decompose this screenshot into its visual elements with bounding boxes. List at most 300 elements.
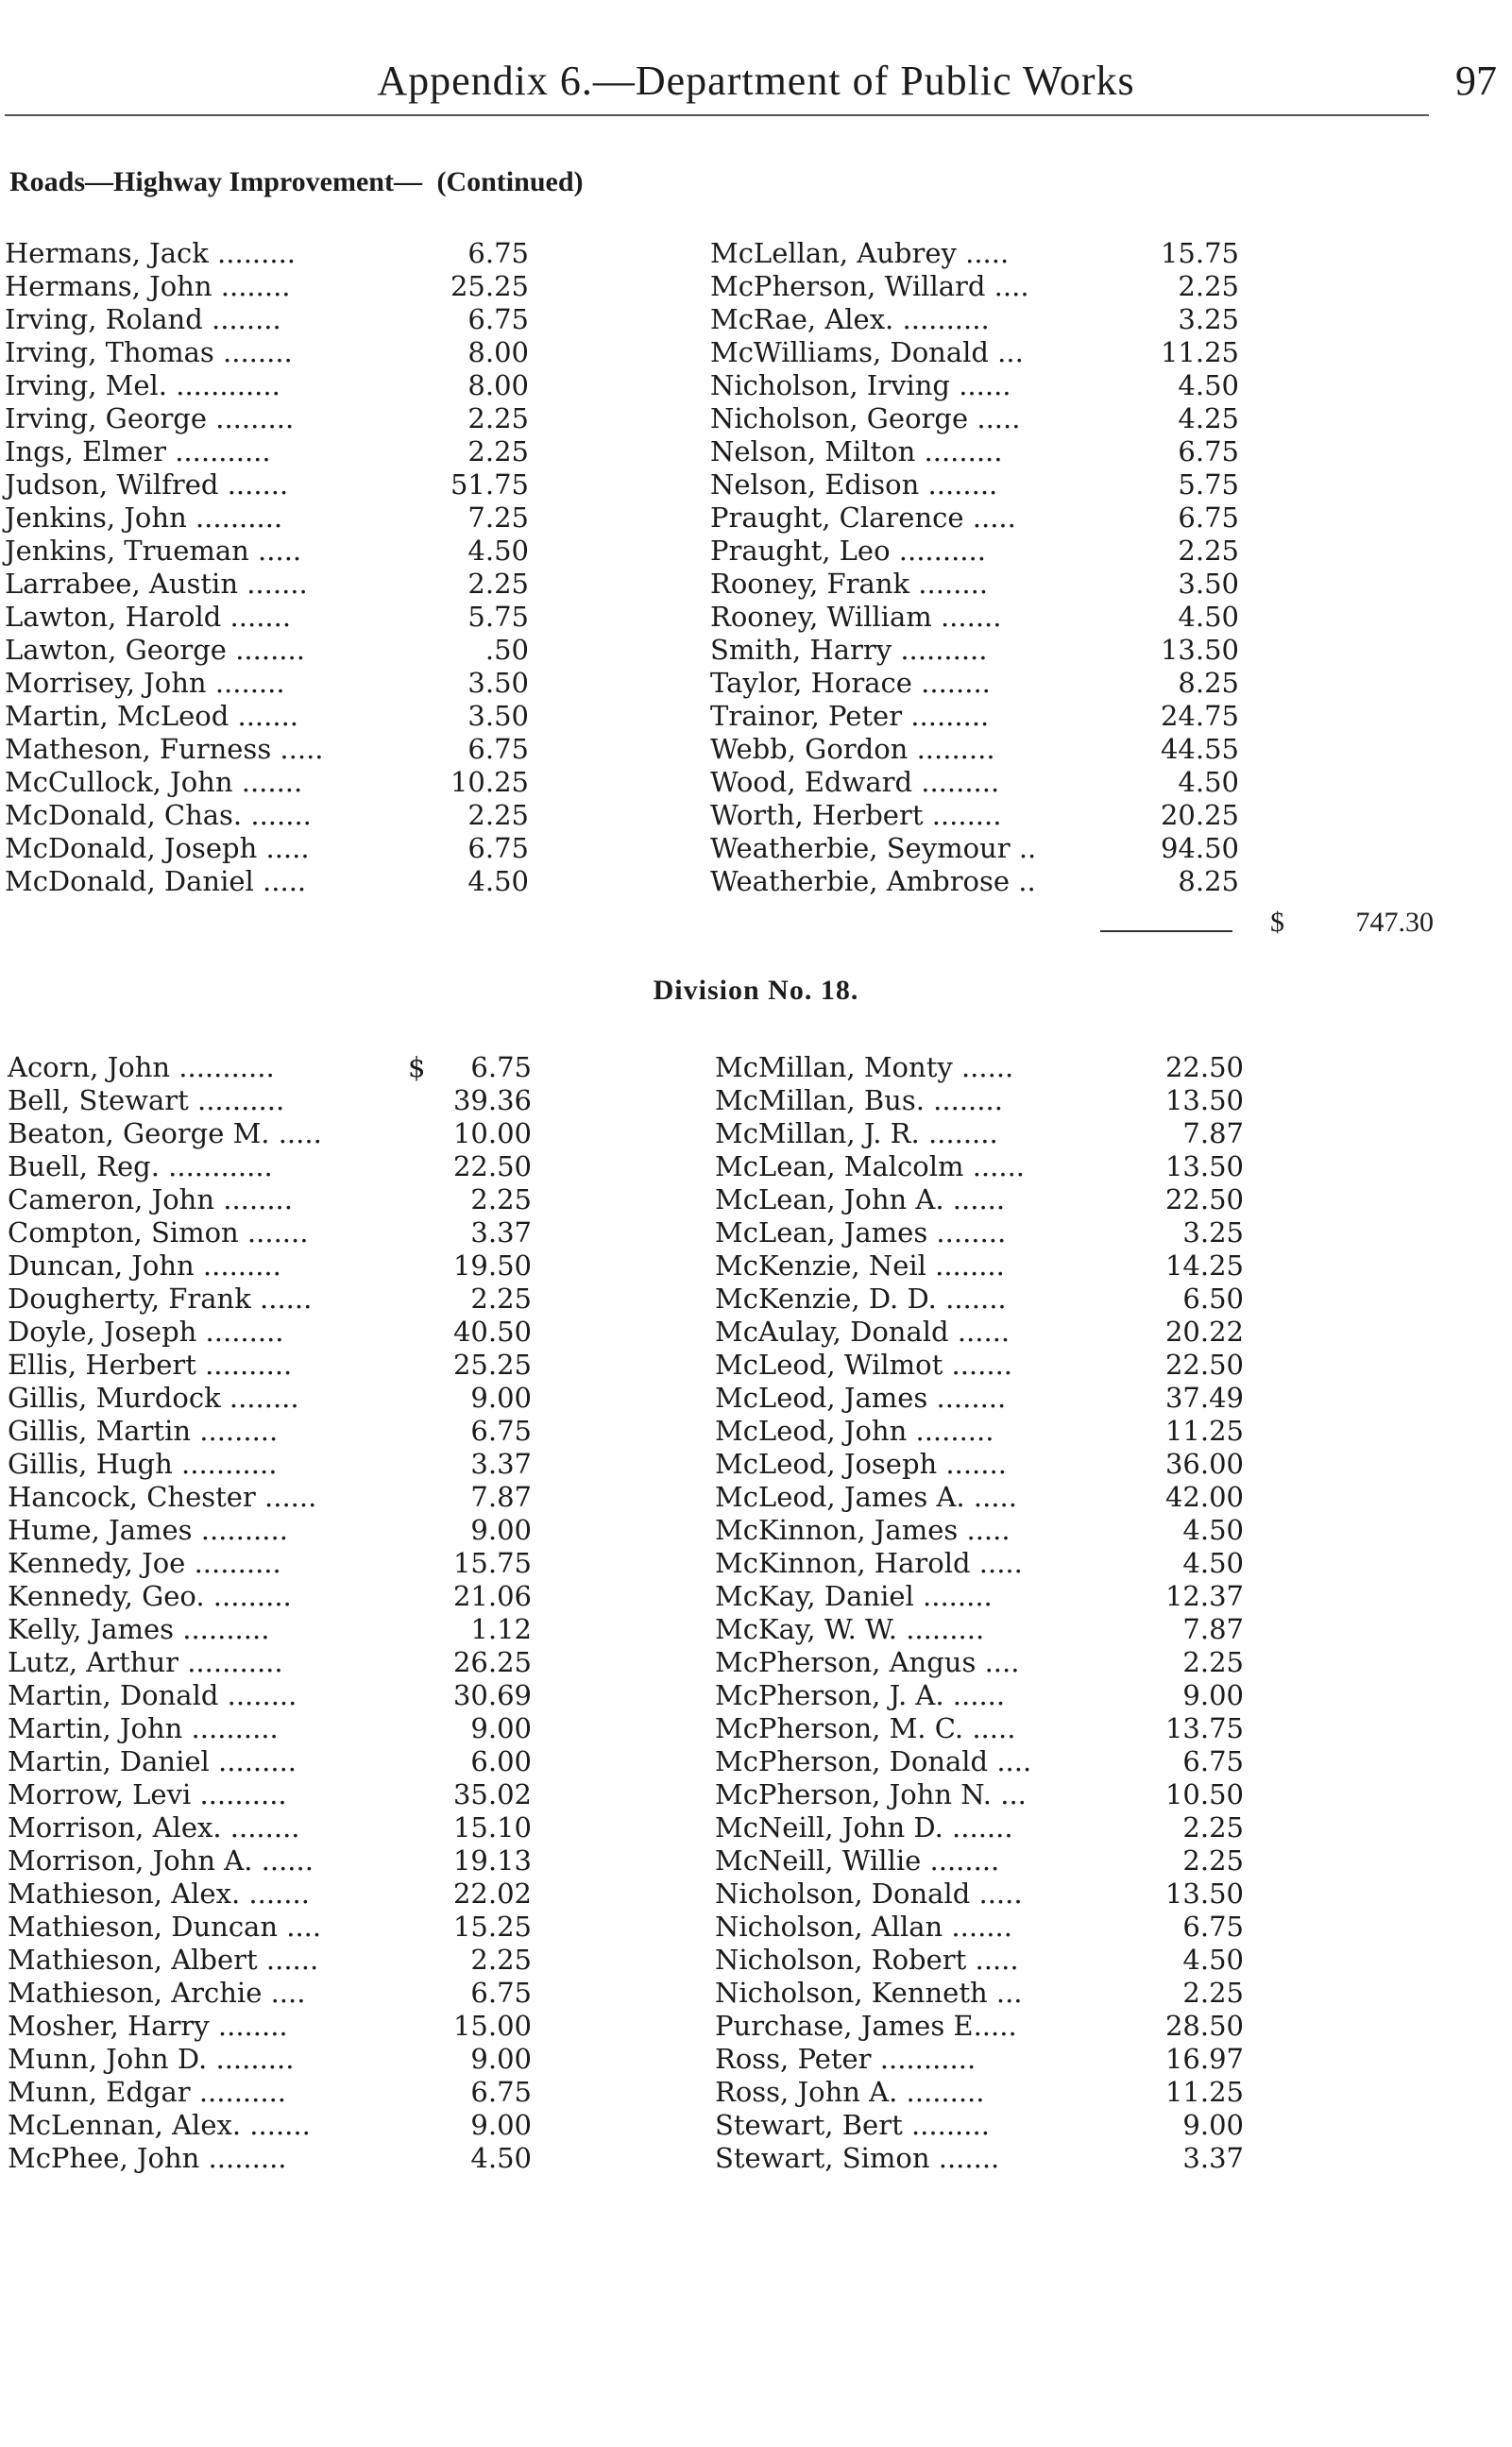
entry-amount: 7.87 bbox=[470, 1481, 532, 1513]
list-item bbox=[8, 1613, 536, 1646]
entry-name: Morrison, Alex. ........ bbox=[8, 1811, 300, 1844]
list-item bbox=[8, 1249, 536, 1283]
entry-amount: 6.75 bbox=[470, 1415, 532, 1447]
entry-name: Ross, Peter ........... bbox=[715, 2043, 977, 2075]
entry-amount: 8.25 bbox=[1178, 865, 1239, 897]
entry-amount: 4.25 bbox=[1178, 402, 1239, 434]
list-item bbox=[710, 303, 1239, 336]
entry-name: Weatherbie, Seymour .. bbox=[710, 832, 1037, 864]
list-item bbox=[715, 1514, 1244, 1547]
entry-name: McPherson, John N. ... bbox=[715, 1778, 1027, 1810]
entry-amount: 6.75 bbox=[1178, 501, 1239, 534]
entry-amount: 6.75 bbox=[470, 1051, 532, 1083]
entry-name: McLean, James ........ bbox=[715, 1216, 1007, 1249]
list-item bbox=[8, 1117, 536, 1150]
section1-left-column bbox=[5, 237, 534, 898]
entry-amount: 15.00 bbox=[452, 2010, 532, 2042]
entry-name: McLennan, Alex. ....... bbox=[8, 2109, 311, 2141]
list-item bbox=[715, 1745, 1244, 1778]
entry-name: Larrabee, Austin ....... bbox=[5, 568, 308, 600]
section-continued: (Continued) bbox=[436, 166, 584, 197]
list-item bbox=[710, 766, 1239, 799]
list-item bbox=[5, 501, 534, 535]
entry-amount: 6.75 bbox=[467, 733, 529, 765]
entry-name: Smith, Harry .......... bbox=[710, 634, 988, 666]
entry-name: McLeod, Wilmot ....... bbox=[715, 1349, 1013, 1381]
list-item bbox=[715, 1646, 1244, 1679]
entry-name: Compton, Simon ....... bbox=[8, 1216, 309, 1249]
entry-name: Hermans, Jack ......... bbox=[5, 237, 297, 269]
entry-amount: 6.75 bbox=[467, 237, 529, 269]
entry-amount: 9.00 bbox=[470, 1514, 532, 1546]
list-item bbox=[715, 1249, 1244, 1283]
entry-name: McWilliams, Donald ... bbox=[710, 336, 1024, 368]
entry-name: Cameron, John ........ bbox=[8, 1183, 293, 1215]
entry-amount: 6.75 bbox=[470, 2076, 532, 2108]
list-item bbox=[710, 667, 1239, 700]
entry-name: Nicholson, Donald ..... bbox=[715, 1878, 1023, 1910]
list-item bbox=[715, 2043, 1244, 2076]
entry-name: Dougherty, Frank ...... bbox=[8, 1283, 313, 1315]
entry-amount: 15.10 bbox=[452, 1811, 532, 1844]
entry-name: Martin, Donald ........ bbox=[8, 1679, 297, 1711]
list-item bbox=[8, 1382, 536, 1415]
entry-amount: 21.06 bbox=[452, 1580, 532, 1612]
entry-name: McAulay, Donald ...... bbox=[715, 1316, 1011, 1348]
list-item bbox=[8, 1745, 536, 1778]
list-item bbox=[8, 1878, 536, 1911]
entry-amount: 6.75 bbox=[1182, 1911, 1244, 1943]
entry-name: Martin, Daniel ......... bbox=[8, 1745, 297, 1777]
entry-name: McDonald, Chas. ....... bbox=[5, 799, 312, 831]
list-item bbox=[710, 832, 1239, 865]
entry-amount: 7.87 bbox=[1182, 1117, 1244, 1149]
entry-name: Irving, Mel. ............ bbox=[5, 369, 280, 401]
entry-name: Duncan, John ......... bbox=[8, 1249, 281, 1282]
list-item bbox=[715, 2010, 1244, 2043]
list-item bbox=[5, 634, 534, 667]
entry-amount: 15.75 bbox=[1160, 237, 1239, 269]
total-rule bbox=[1100, 930, 1232, 932]
entry-name: Mathieson, Duncan .... bbox=[8, 1911, 322, 1943]
entry-name: Morrison, John A. ...... bbox=[8, 1844, 314, 1877]
entry-name: Acorn, John ........... bbox=[8, 1051, 275, 1083]
entry-name: Morrow, Levi .......... bbox=[8, 1778, 287, 1810]
entry-amount: 22.50 bbox=[452, 1150, 532, 1182]
entry-amount: 9.00 bbox=[470, 2043, 532, 2075]
entry-amount: 40.50 bbox=[452, 1316, 532, 1348]
entry-name: McPherson, M. C. ..... bbox=[715, 1712, 1016, 1744]
entry-amount: 11.25 bbox=[1164, 1415, 1244, 1447]
entry-name: Worth, Herbert ........ bbox=[710, 799, 1002, 831]
entry-amount: 6.75 bbox=[1178, 435, 1239, 467]
list-item bbox=[8, 1514, 536, 1547]
entry-amount: 13.50 bbox=[1164, 1150, 1244, 1182]
entry-name: McKenzie, Neil ........ bbox=[715, 1249, 1005, 1282]
entry-amount: 4.50 bbox=[467, 535, 529, 567]
entry-amount: 2.25 bbox=[470, 1283, 532, 1315]
entry-name: Weatherbie, Ambrose .. bbox=[710, 865, 1036, 897]
list-item bbox=[715, 1382, 1244, 1415]
entry-name: Gillis, Murdock ........ bbox=[8, 1382, 299, 1414]
list-item bbox=[8, 2010, 536, 2043]
list-item bbox=[8, 1183, 536, 1216]
entry-amount: 3.50 bbox=[467, 667, 529, 699]
list-item bbox=[8, 1051, 536, 1084]
list-item bbox=[715, 1580, 1244, 1613]
entry-amount: 5.75 bbox=[467, 601, 529, 633]
entry-name: McLeod, John ......... bbox=[715, 1415, 994, 1447]
list-item bbox=[715, 1084, 1244, 1117]
entry-name: Mathieson, Albert ...... bbox=[8, 1944, 319, 1976]
entry-amount: 11.25 bbox=[1160, 336, 1239, 368]
entry-amount: 25.25 bbox=[452, 1349, 532, 1381]
section-title: Roads—Highway Improvement— bbox=[9, 166, 422, 197]
entry-amount: 3.50 bbox=[467, 700, 529, 732]
entry-amount: 6.75 bbox=[467, 832, 529, 864]
entry-name: McCullock, John ....... bbox=[5, 766, 303, 798]
entry-name: Lawton, Harold ....... bbox=[5, 601, 292, 633]
entry-name: Mosher, Harry ........ bbox=[8, 2010, 288, 2042]
entry-amount: 30.69 bbox=[452, 1679, 532, 1711]
page-title: Appendix 6.—Department of Public Works bbox=[377, 58, 1135, 104]
entry-amount: 36.00 bbox=[1164, 1448, 1244, 1480]
entry-name: Gillis, Martin ......... bbox=[8, 1415, 279, 1447]
entry-amount: 20.22 bbox=[1164, 1316, 1244, 1348]
entry-name: McRae, Alex. .......... bbox=[710, 303, 990, 335]
list-item bbox=[715, 1448, 1244, 1481]
list-item bbox=[5, 733, 534, 766]
entry-name: Ross, John A. ......... bbox=[715, 2076, 985, 2108]
list-item bbox=[8, 2076, 536, 2109]
entry-amount: 3.37 bbox=[470, 1216, 532, 1249]
entry-amount: 28.50 bbox=[1164, 2010, 1244, 2042]
list-item bbox=[5, 601, 534, 634]
entry-amount: 2.25 bbox=[467, 799, 529, 831]
entry-amount: 39.36 bbox=[452, 1084, 532, 1116]
entry-name: McKenzie, D. D. ....... bbox=[715, 1283, 1007, 1315]
entry-amount: 2.25 bbox=[467, 435, 529, 467]
list-item bbox=[715, 1415, 1244, 1448]
list-item bbox=[710, 568, 1239, 601]
entry-name: Gillis, Hugh ........... bbox=[8, 1448, 278, 1480]
entry-amount: 37.49 bbox=[1164, 1382, 1244, 1414]
entry-name: Trainor, Peter ......... bbox=[710, 700, 990, 732]
entry-amount: 2.25 bbox=[470, 1183, 532, 1215]
entry-amount: 13.50 bbox=[1160, 634, 1239, 666]
entry-name: Wood, Edward ......... bbox=[710, 766, 1000, 798]
entry-amount: 1.12 bbox=[470, 1613, 532, 1645]
list-item bbox=[715, 1547, 1244, 1580]
division-right-column bbox=[715, 1051, 1244, 2175]
list-item bbox=[710, 435, 1239, 468]
entry-name: Matheson, Furness ..... bbox=[5, 733, 324, 765]
list-item bbox=[8, 1216, 536, 1249]
entry-name: Jenkins, Trueman ..... bbox=[5, 535, 302, 567]
total-dollar-sign: $ bbox=[1270, 907, 1284, 938]
entry-name: Praught, Leo .......... bbox=[710, 535, 986, 567]
entry-name: Nicholson, George ..... bbox=[710, 402, 1021, 434]
list-item bbox=[8, 1911, 536, 1944]
list-item bbox=[5, 336, 534, 369]
list-item bbox=[710, 733, 1239, 766]
entry-amount: 3.37 bbox=[1182, 2142, 1244, 2174]
entry-amount: 51.75 bbox=[450, 468, 529, 501]
list-item bbox=[8, 1084, 536, 1117]
list-item bbox=[5, 270, 534, 303]
entry-name: Munn, John D. ......... bbox=[8, 2043, 295, 2075]
entry-amount: 26.25 bbox=[452, 1646, 532, 1678]
entry-amount: 13.75 bbox=[1164, 1712, 1244, 1744]
list-item bbox=[715, 1183, 1244, 1216]
entry-name: Taylor, Horace ........ bbox=[710, 667, 991, 699]
entry-name: McKay, Daniel ........ bbox=[715, 1580, 993, 1612]
entry-amount: 10.50 bbox=[1164, 1778, 1244, 1810]
entry-amount: 19.13 bbox=[452, 1844, 532, 1877]
list-item bbox=[715, 1811, 1244, 1844]
entry-amount: 4.50 bbox=[467, 865, 529, 897]
entry-amount: 19.50 bbox=[452, 1249, 532, 1282]
entry-amount: 12.37 bbox=[1164, 1580, 1244, 1612]
list-item bbox=[5, 535, 534, 568]
list-item bbox=[8, 1944, 536, 1977]
entry-amount: 24.75 bbox=[1160, 700, 1239, 732]
entry-amount: 4.50 bbox=[1182, 1547, 1244, 1579]
entry-amount: 3.50 bbox=[1178, 568, 1239, 600]
entry-amount: 2.25 bbox=[1178, 270, 1239, 302]
entry-amount: 8.25 bbox=[1178, 667, 1239, 699]
list-item bbox=[715, 1944, 1244, 1977]
list-item bbox=[715, 1051, 1244, 1084]
entry-name: McNeill, John D. ....... bbox=[715, 1811, 1013, 1844]
entry-name: Nicholson, Allan ....... bbox=[715, 1911, 1012, 1943]
entry-name: Nelson, Edison ........ bbox=[710, 468, 998, 501]
list-item bbox=[710, 369, 1239, 402]
entry-name: McPherson, Willard .... bbox=[710, 270, 1029, 302]
entry-amount: 9.00 bbox=[470, 2109, 532, 2141]
entry-name: McLean, John A. ...... bbox=[715, 1183, 1006, 1215]
entry-amount: 2.25 bbox=[467, 402, 529, 434]
entry-name: Stewart, Bert ......... bbox=[715, 2109, 990, 2141]
entry-amount: 94.50 bbox=[1160, 832, 1239, 864]
entry-name: Hume, James .......... bbox=[8, 1514, 288, 1546]
list-item bbox=[5, 700, 534, 733]
list-item bbox=[715, 1613, 1244, 1646]
entry-amount: 2.25 bbox=[470, 1944, 532, 1976]
entry-amount: 8.00 bbox=[467, 369, 529, 401]
entry-name: Purchase, James E..... bbox=[715, 2010, 1017, 2042]
list-item bbox=[8, 1712, 536, 1745]
entry-amount: 2.25 bbox=[1182, 1811, 1244, 1844]
section-heading bbox=[9, 166, 584, 198]
list-item bbox=[8, 2043, 536, 2076]
list-item bbox=[8, 1811, 536, 1844]
entry-name: Judson, Wilfred ....... bbox=[5, 468, 289, 501]
entry-name: McPherson, Donald .... bbox=[715, 1745, 1032, 1777]
entry-name: Kennedy, Geo. ......... bbox=[8, 1580, 292, 1612]
list-item bbox=[5, 799, 534, 832]
entry-name: Kelly, James .......... bbox=[8, 1613, 270, 1645]
entry-amount: 35.02 bbox=[452, 1778, 532, 1810]
entry-name: McKinnon, Harold ..... bbox=[715, 1547, 1023, 1579]
list-item bbox=[8, 2142, 536, 2175]
entry-name: Stewart, Simon ....... bbox=[715, 2142, 1000, 2174]
list-item bbox=[8, 1977, 536, 2010]
entry-amount: 7.25 bbox=[467, 501, 529, 534]
list-item bbox=[710, 501, 1239, 535]
entry-amount: 42.00 bbox=[1164, 1481, 1244, 1513]
list-item bbox=[715, 1316, 1244, 1349]
division-dollar-sign: $ bbox=[408, 1051, 426, 1083]
list-item bbox=[710, 336, 1239, 369]
list-item bbox=[8, 1283, 536, 1316]
list-item bbox=[8, 1481, 536, 1514]
entry-name: McPherson, J. A. ...... bbox=[715, 1679, 1006, 1711]
entry-amount: 4.50 bbox=[1182, 1514, 1244, 1546]
entry-amount: 3.25 bbox=[1178, 303, 1239, 335]
entry-amount: 4.50 bbox=[1178, 766, 1239, 798]
entry-amount: 4.50 bbox=[1178, 369, 1239, 401]
list-item bbox=[8, 1646, 536, 1679]
entry-amount: 2.25 bbox=[1182, 1646, 1244, 1678]
entry-amount: 9.00 bbox=[470, 1382, 532, 1414]
list-item bbox=[715, 2109, 1244, 2142]
entry-amount: 3.25 bbox=[1182, 1216, 1244, 1249]
list-item bbox=[8, 1580, 536, 1613]
entry-amount: 14.25 bbox=[1164, 1249, 1244, 1282]
entry-amount: 4.50 bbox=[470, 2142, 532, 2174]
entry-name: Ellis, Herbert .......... bbox=[8, 1349, 293, 1381]
entry-name: Mathieson, Alex. ....... bbox=[8, 1878, 310, 1910]
entry-name: McPherson, Angus .... bbox=[715, 1646, 1020, 1678]
entry-name: McPhee, John ......... bbox=[8, 2142, 287, 2174]
entry-amount: 20.25 bbox=[1160, 799, 1239, 831]
list-item bbox=[8, 1448, 536, 1481]
entry-name: Nicholson, Kenneth ... bbox=[715, 1977, 1023, 2009]
entry-amount: 2.25 bbox=[1182, 1977, 1244, 2009]
entry-name: Rooney, Frank ........ bbox=[710, 568, 989, 600]
entry-amount: 4.50 bbox=[1178, 601, 1239, 633]
entry-amount: 13.50 bbox=[1164, 1084, 1244, 1116]
entry-amount: 22.50 bbox=[1164, 1183, 1244, 1215]
list-item bbox=[715, 1283, 1244, 1316]
list-item bbox=[715, 1844, 1244, 1878]
entry-name: Martin, McLeod ....... bbox=[5, 700, 299, 732]
entry-name: Irving, Thomas ........ bbox=[5, 336, 293, 368]
list-item bbox=[715, 1778, 1244, 1811]
entry-name: McMillan, J. R. ........ bbox=[715, 1117, 998, 1149]
list-item bbox=[8, 1415, 536, 1448]
list-item bbox=[5, 568, 534, 601]
entry-amount: 6.75 bbox=[470, 1977, 532, 2009]
entry-name: Martin, John .......... bbox=[8, 1712, 279, 1744]
entry-name: Doyle, Joseph ......... bbox=[8, 1316, 284, 1348]
entry-name: Ings, Elmer ........... bbox=[5, 435, 271, 467]
entry-name: McDonald, Joseph ..... bbox=[5, 832, 310, 864]
division-left-column bbox=[8, 1051, 536, 2175]
entry-name: Webb, Gordon ......... bbox=[710, 733, 995, 765]
page-number: 97 bbox=[1455, 58, 1497, 104]
list-item bbox=[715, 1911, 1244, 1944]
entry-amount: .50 bbox=[484, 634, 529, 666]
list-item bbox=[715, 1216, 1244, 1249]
entry-name: Hermans, John ........ bbox=[5, 270, 291, 302]
list-item bbox=[715, 1150, 1244, 1183]
list-item bbox=[715, 1679, 1244, 1712]
list-item bbox=[8, 1150, 536, 1183]
entry-name: Morrisey, John ........ bbox=[5, 667, 285, 699]
list-item bbox=[710, 535, 1239, 568]
list-item bbox=[715, 2076, 1244, 2109]
list-item bbox=[5, 766, 534, 799]
entry-name: Buell, Reg. ............ bbox=[8, 1150, 273, 1182]
list-item bbox=[5, 468, 534, 501]
list-item bbox=[5, 435, 534, 468]
list-item bbox=[5, 237, 534, 270]
entry-name: Rooney, William ....... bbox=[710, 601, 1002, 633]
entry-amount: 11.25 bbox=[1164, 2076, 1244, 2108]
entry-amount: 4.50 bbox=[1182, 1944, 1244, 1976]
entry-amount: 8.00 bbox=[467, 336, 529, 368]
list-item bbox=[5, 369, 534, 402]
entry-amount: 16.97 bbox=[1164, 2043, 1244, 2075]
list-item bbox=[710, 601, 1239, 634]
list-item bbox=[8, 1778, 536, 1811]
entry-name: McMillan, Monty ...... bbox=[715, 1051, 1014, 1083]
header-rule bbox=[5, 114, 1429, 116]
entry-name: McLeod, James A. ..... bbox=[715, 1481, 1017, 1513]
entry-name: Hancock, Chester ...... bbox=[8, 1481, 317, 1513]
entry-name: Kennedy, Joe .......... bbox=[8, 1547, 281, 1579]
entry-name: Irving, George ......... bbox=[5, 402, 295, 434]
entry-amount: 10.00 bbox=[452, 1117, 532, 1149]
entry-name: McMillan, Bus. ........ bbox=[715, 1084, 1003, 1116]
entry-name: Lawton, George ........ bbox=[5, 634, 305, 666]
list-item bbox=[715, 1878, 1244, 1911]
list-item bbox=[710, 799, 1239, 832]
list-item bbox=[8, 1679, 536, 1712]
entry-name: McKay, W. W. ......... bbox=[715, 1613, 985, 1645]
entry-amount: 2.25 bbox=[1178, 535, 1239, 567]
list-item bbox=[8, 1844, 536, 1878]
list-item bbox=[715, 1977, 1244, 2010]
list-item bbox=[5, 832, 534, 865]
entry-name: Nicholson, Robert ..... bbox=[715, 1944, 1019, 1976]
entry-name: McLellan, Aubrey ..... bbox=[710, 237, 1010, 269]
list-item bbox=[710, 634, 1239, 667]
entry-name: Praught, Clarence ..... bbox=[710, 501, 1016, 534]
entry-amount: 6.75 bbox=[1182, 1745, 1244, 1777]
section1-right-column bbox=[710, 237, 1239, 898]
entry-amount: 13.50 bbox=[1164, 1878, 1244, 1910]
list-item bbox=[8, 2109, 536, 2142]
entry-amount: 22.50 bbox=[1164, 1051, 1244, 1083]
entry-amount: 22.02 bbox=[452, 1878, 532, 1910]
list-item bbox=[715, 1117, 1244, 1150]
entry-amount: 9.00 bbox=[1182, 1679, 1244, 1711]
entry-amount: 6.00 bbox=[470, 1745, 532, 1777]
entry-amount: 9.00 bbox=[470, 1712, 532, 1744]
division-title: Division No. 18. bbox=[653, 975, 859, 1006]
list-item bbox=[8, 1349, 536, 1382]
entry-amount: 10.25 bbox=[450, 766, 529, 798]
entry-name: Nelson, Milton ......... bbox=[710, 435, 1003, 467]
entry-amount: 25.25 bbox=[450, 270, 529, 302]
list-item bbox=[715, 1481, 1244, 1514]
list-item bbox=[710, 270, 1239, 303]
list-item bbox=[715, 1712, 1244, 1745]
list-item bbox=[5, 667, 534, 700]
